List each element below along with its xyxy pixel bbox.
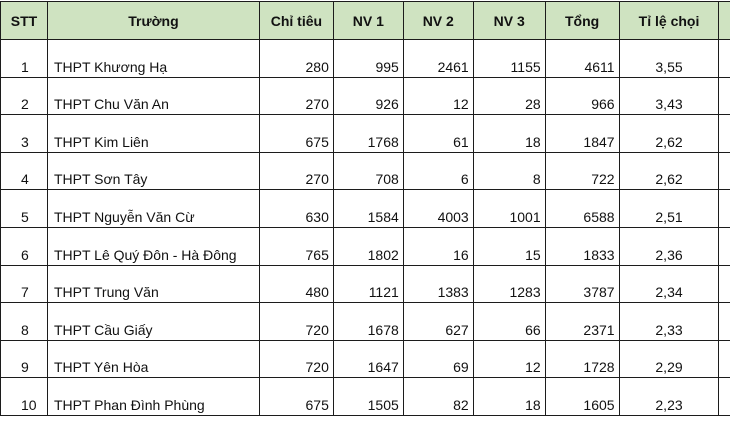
ratio-cell[interactable]: 3,55 (619, 40, 719, 78)
stt-cell[interactable]: 4 (1, 152, 48, 190)
header-extra-cell[interactable] (719, 2, 730, 40)
total-cell[interactable]: 6588 (545, 190, 619, 228)
nv2-cell[interactable]: 1383 (403, 265, 473, 303)
extra-cell[interactable] (719, 40, 730, 78)
header-nv2[interactable]: NV 2 (403, 2, 473, 40)
ratio-cell[interactable]: 2,51 (619, 190, 719, 228)
ratio-cell[interactable]: 2,29 (619, 340, 719, 378)
table-row (1, 378, 730, 416)
ratio-cell[interactable]: 3,43 (619, 77, 719, 115)
header-row (1, 2, 730, 40)
nv3-cell[interactable]: 28 (473, 77, 545, 115)
nv1-cell[interactable]: 1584 (333, 190, 403, 228)
school-name-cell[interactable]: THPT Nguyễn Văn Cừ (47, 190, 259, 228)
school-name-cell[interactable]: THPT Phan Đình Phùng (47, 378, 259, 416)
header-nv3[interactable]: NV 3 (473, 2, 545, 40)
school-name-cell[interactable]: THPT Cầu Giấy (47, 303, 259, 341)
stt-cell[interactable]: 10 (1, 378, 48, 416)
nv3-cell[interactable]: 1001 (473, 190, 545, 228)
extra-cell[interactable] (719, 152, 730, 190)
quota-cell[interactable]: 630 (259, 190, 333, 228)
total-cell[interactable]: 4611 (545, 40, 619, 78)
nv2-cell[interactable]: 627 (403, 303, 473, 341)
header-nv1[interactable]: NV 1 (333, 2, 403, 40)
school-name-cell[interactable]: THPT Chu Văn An (47, 77, 259, 115)
extra-cell[interactable] (719, 227, 730, 265)
school-name-cell[interactable]: THPT Yên Hòa (47, 340, 259, 378)
total-cell[interactable]: 722 (545, 152, 619, 190)
total-cell[interactable]: 3787 (545, 265, 619, 303)
table-row (1, 190, 730, 228)
table-row (1, 303, 730, 341)
school-name-cell[interactable]: THPT Trung Văn (47, 265, 259, 303)
nv3-cell[interactable]: 66 (473, 303, 545, 341)
quota-cell[interactable]: 720 (259, 340, 333, 378)
quota-cell[interactable]: 270 (259, 152, 333, 190)
nv2-cell[interactable]: 61 (403, 115, 473, 153)
quota-cell[interactable]: 480 (259, 265, 333, 303)
nv2-cell[interactable]: 2461 (403, 40, 473, 78)
nv2-cell[interactable]: 6 (403, 152, 473, 190)
quota-cell[interactable]: 270 (259, 77, 333, 115)
header-ratio[interactable]: Tỉ lệ chọi (619, 2, 719, 40)
nv3-cell[interactable]: 15 (473, 227, 545, 265)
stt-cell[interactable]: 1 (1, 40, 48, 78)
school-name-cell[interactable]: THPT Khương Hạ (47, 40, 259, 78)
stt-cell[interactable]: 7 (1, 265, 48, 303)
nv3-cell[interactable]: 12 (473, 340, 545, 378)
ratio-cell[interactable]: 2,62 (619, 152, 719, 190)
nv1-cell[interactable]: 1802 (333, 227, 403, 265)
table-row (1, 40, 730, 78)
quota-cell[interactable]: 280 (259, 40, 333, 78)
nv3-cell[interactable]: 18 (473, 378, 545, 416)
nv1-cell[interactable]: 1505 (333, 378, 403, 416)
table-row (1, 115, 730, 153)
school-name-cell[interactable]: THPT Sơn Tây (47, 152, 259, 190)
quota-cell[interactable]: 720 (259, 303, 333, 341)
stt-cell[interactable]: 8 (1, 303, 48, 341)
extra-cell[interactable] (719, 190, 730, 228)
nv1-cell[interactable]: 1678 (333, 303, 403, 341)
total-cell[interactable]: 966 (545, 77, 619, 115)
nv3-cell[interactable]: 8 (473, 152, 545, 190)
ratio-cell[interactable]: 2,62 (619, 115, 719, 153)
table-body (1, 40, 730, 416)
header-stt[interactable]: STT (1, 2, 48, 40)
extra-cell[interactable] (719, 378, 730, 416)
nv1-cell[interactable]: 1768 (333, 115, 403, 153)
header-total[interactable]: Tổng (545, 2, 619, 40)
nv1-cell[interactable]: 708 (333, 152, 403, 190)
extra-cell[interactable] (719, 303, 730, 341)
stt-cell[interactable]: 5 (1, 190, 48, 228)
header-school[interactable]: Trường (47, 2, 259, 40)
nv2-cell[interactable]: 4003 (403, 190, 473, 228)
nv3-cell[interactable]: 1155 (473, 40, 545, 78)
stt-cell[interactable]: 6 (1, 227, 48, 265)
nv2-cell[interactable]: 12 (403, 77, 473, 115)
stt-cell[interactable]: 9 (1, 340, 48, 378)
header-quota[interactable]: Chỉ tiêu (259, 2, 333, 40)
extra-cell[interactable] (719, 340, 730, 378)
total-cell[interactable]: 1847 (545, 115, 619, 153)
ratio-cell[interactable]: 2,23 (619, 378, 719, 416)
ratio-cell[interactable]: 2,33 (619, 303, 719, 341)
school-name-cell[interactable]: THPT Lê Quý Đôn - Hà Đông (47, 227, 259, 265)
school-name-cell[interactable]: THPT Kim Liên (47, 115, 259, 153)
nv2-cell[interactable]: 16 (403, 227, 473, 265)
quota-cell[interactable]: 765 (259, 227, 333, 265)
stt-cell[interactable]: 2 (1, 77, 48, 115)
nv3-cell[interactable]: 1283 (473, 265, 545, 303)
table-row (1, 340, 730, 378)
extra-cell[interactable] (719, 265, 730, 303)
total-cell[interactable]: 1833 (545, 227, 619, 265)
nv3-cell[interactable]: 18 (473, 115, 545, 153)
table-row (1, 152, 730, 190)
admission-ratio-table (0, 1, 730, 416)
total-cell[interactable]: 1728 (545, 340, 619, 378)
nv1-cell[interactable]: 995 (333, 40, 403, 78)
nv1-cell[interactable]: 926 (333, 77, 403, 115)
quota-cell[interactable]: 675 (259, 115, 333, 153)
nv1-cell[interactable]: 1647 (333, 340, 403, 378)
total-cell[interactable]: 2371 (545, 303, 619, 341)
nv2-cell[interactable]: 82 (403, 378, 473, 416)
nv2-cell[interactable]: 69 (403, 340, 473, 378)
extra-cell[interactable] (719, 115, 730, 153)
stt-cell[interactable]: 3 (1, 115, 48, 153)
ratio-cell[interactable]: 2,36 (619, 227, 719, 265)
extra-cell[interactable] (719, 77, 730, 115)
nv1-cell[interactable]: 1121 (333, 265, 403, 303)
quota-cell[interactable]: 675 (259, 378, 333, 416)
table-row (1, 77, 730, 115)
total-cell[interactable]: 1605 (545, 378, 619, 416)
table-row (1, 227, 730, 265)
table-row (1, 265, 730, 303)
ratio-cell[interactable]: 2,34 (619, 265, 719, 303)
